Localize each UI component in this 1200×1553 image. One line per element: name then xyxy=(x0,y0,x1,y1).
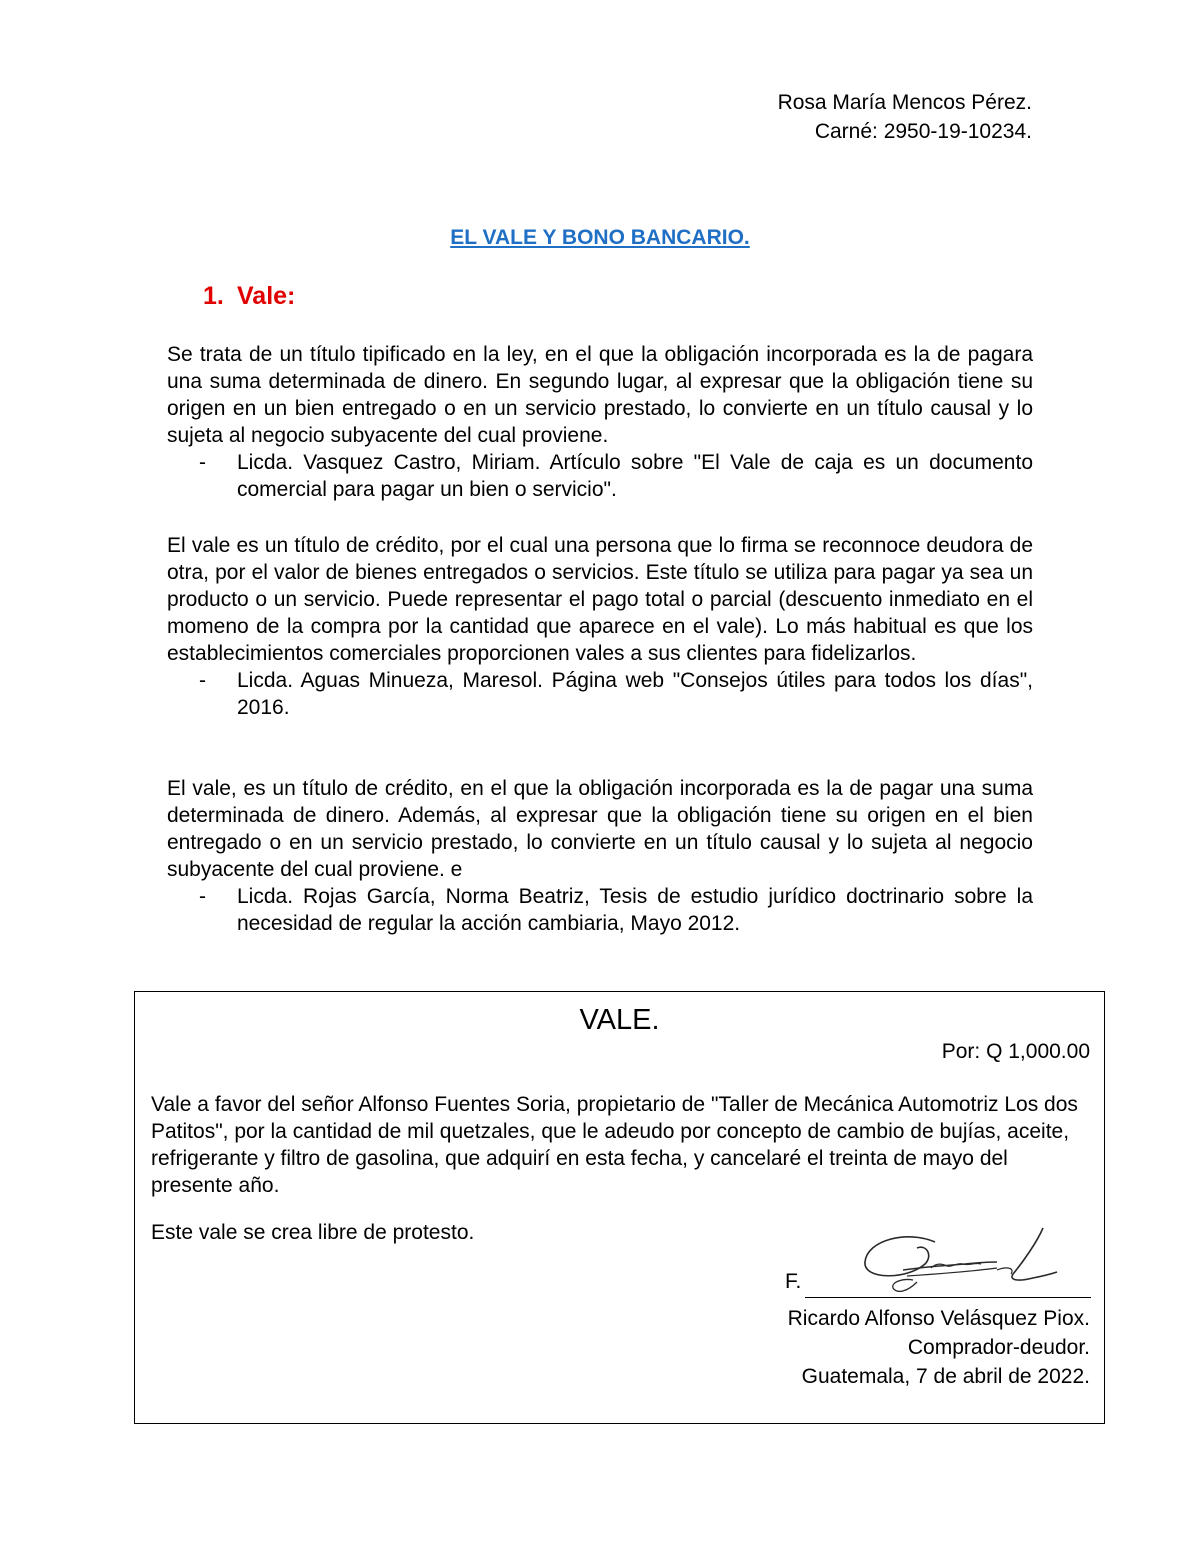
signer-block xyxy=(788,1304,1090,1391)
place-date: Guatemala, 7 de abril de 2022. xyxy=(801,1365,1090,1388)
paragraph-text: El vale, es un título de crédito, en el que la obligación incorporada es la de pagar una suma determinada de dinero. Además, al expresar que la obligación tiene su origen en el bien entregado o en un servicio prestado, lo convierte en un título causal y lo sujeta al negocio subyacente del cual proviene. e xyxy=(167,777,1033,881)
section-heading xyxy=(203,282,295,311)
vale-note: Este vale se crea libre de protesto. xyxy=(151,1221,475,1244)
paragraph-block xyxy=(167,775,1033,937)
paragraph-block xyxy=(167,532,1033,721)
vale-document-box xyxy=(134,991,1105,1424)
paragraph-text: Se trata de un título tipificado en la ley, en el que la obligación incorporada es la de pagara una suma determinada de dinero. En segundo lugar, al expresar que la obligación tiene su origen en un bien entregado o en un servicio prestado, lo convierte en un título causal y lo sujeta al negocio subyacente del cual proviene. xyxy=(167,343,1033,447)
paragraph-block xyxy=(167,341,1033,503)
citation xyxy=(167,667,1033,721)
citation-text: Licda. Rojas García, Norma Beatriz, Tesis de estudio jurídico doctrinario sobre la necesidad de regular la acción cambiaria, Mayo 2012. xyxy=(237,885,1033,935)
section-number: 1. xyxy=(203,282,224,310)
vale-title: VALE. xyxy=(579,1004,660,1036)
signature-line xyxy=(805,1297,1091,1298)
citation xyxy=(167,883,1033,937)
signer-name: Ricardo Alfonso Velásquez Piox. xyxy=(787,1307,1090,1330)
author-header xyxy=(778,88,1032,146)
citation-marker: - xyxy=(199,451,206,474)
author-name: Rosa María Mencos Pérez. xyxy=(777,91,1032,114)
vale-body xyxy=(151,1091,1091,1199)
handwritten-signature xyxy=(847,1222,1077,1312)
citation-text: Licda. Aguas Minueza, Maresol. Página web "Consejos útiles para todos los días", 2016. xyxy=(237,669,1033,719)
author-carne: Carné: 2950-19-10234. xyxy=(814,120,1032,143)
citation-text: Licda. Vasquez Castro, Miriam. Artículo sobre "El Vale de caja es un documento comercial para pagar un bien o servicio". xyxy=(237,451,1033,501)
vale-amount: Por: Q 1,000.00 xyxy=(941,1040,1090,1063)
citation-marker: - xyxy=(199,885,206,908)
paragraph-text: El vale es un título de crédito, por el cual una persona que lo firma se reconnoce deudora de otra, por el valor de bienes entregados o servicios. Este título se utiliza para pagar ya sea un producto o un servicio. Puede representar el pago total o parcial (descuento inmediato en el momeno de la compra por la cantidad que aparece en el vale). Lo más habitual es que los establecimientos comerciales proporcionen vales a sus clientes para fidelizarlos. xyxy=(167,534,1033,665)
citation-marker: - xyxy=(199,669,206,692)
vale-body-text: Vale a favor del señor Alfonso Fuentes Soria, propietario de "Taller de Mecánica Automotriz Los dos Patitos", por la cantidad de mil quetzales, que le adeudo por concepto de cambio de bujías, aceite, refrigerante y filtro de gasolina, que adquirí en esta fecha, y cancelaré el treinta de mayo del presente año. xyxy=(151,1093,1078,1197)
document-title: EL VALE Y BONO BANCARIO. xyxy=(450,226,750,249)
signer-role: Comprador-deudor. xyxy=(907,1336,1090,1359)
section-label: Vale: xyxy=(237,282,296,310)
signature-prefix: F. xyxy=(785,1270,802,1293)
citation xyxy=(167,449,1033,503)
